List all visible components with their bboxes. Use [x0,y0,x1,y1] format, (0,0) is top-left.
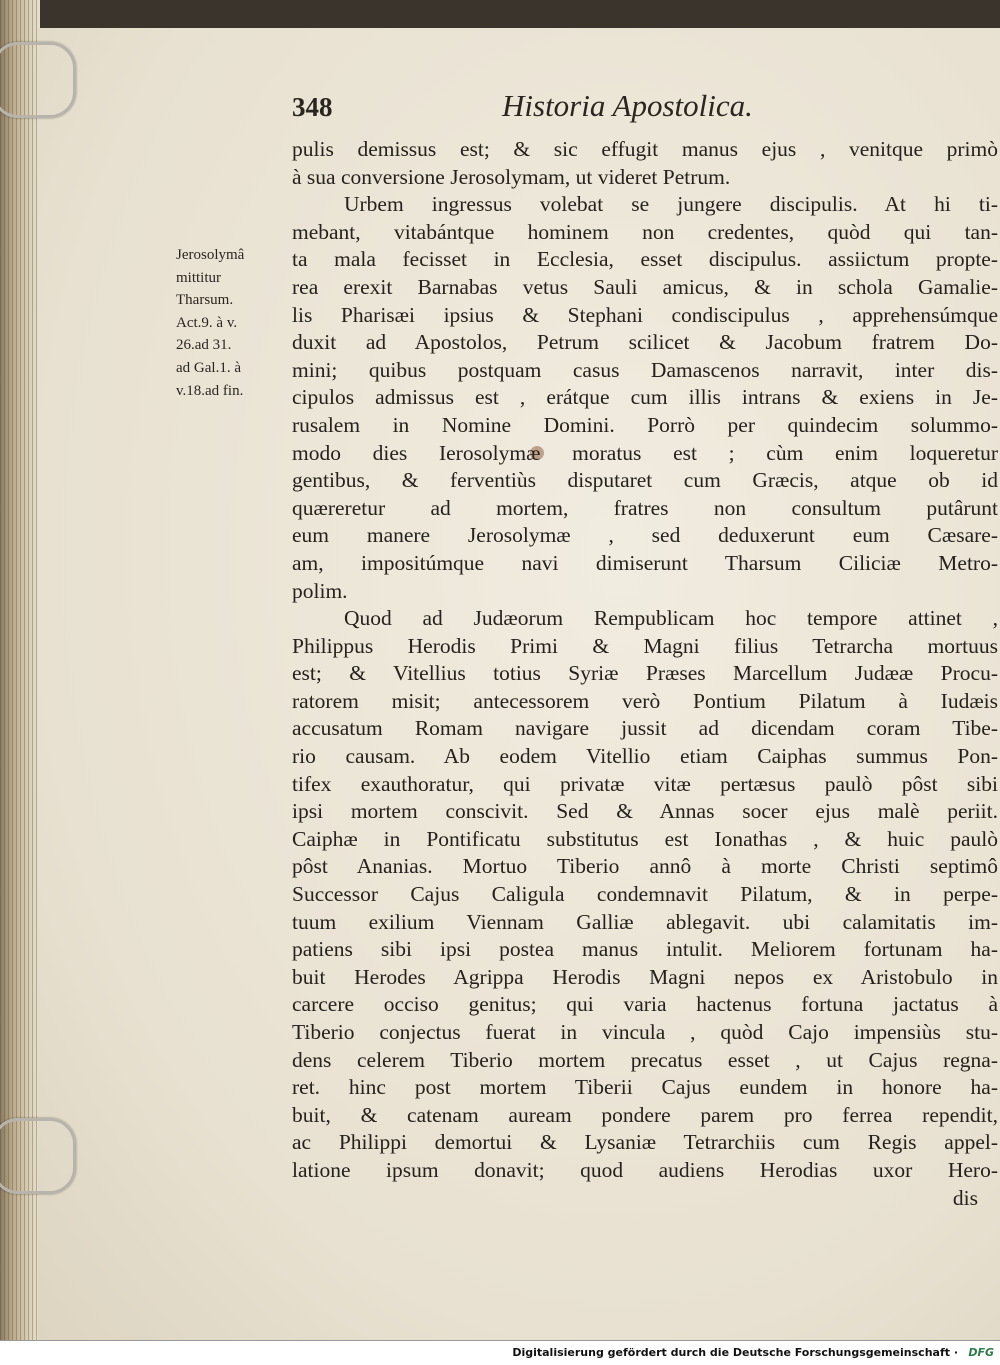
text-line: dens celerem Tiberio mortem precatus esset , ut Cajus regna- [292,1047,998,1072]
text-line: Successor Cajus Caligula condemnavit Pilatum, & in perpe- [292,882,998,907]
text-line: Urbem ingressus volebat se jungere discipulis. At hi ti- [344,192,998,217]
text-line: à sua conversione Jerosolymam, ut videret Petrum. [292,164,731,189]
text-line: lis Pharisæi ipsius & Stephani condiscipulus , apprehensúmque [292,302,998,327]
text-line: quæreretur ad mortem, fratres non consultum putârunt [292,495,998,520]
margin-note-line: 26.ad 31. [176,337,232,354]
text-line: latione ipsum donavit; quod audiens Herodias uxor Hero- [292,1157,998,1182]
text-line: duxit ad Apostolos, Petrum scilicet & Jacobum fratrem Do- [292,330,998,355]
running-title: Historia Apostolica. [502,88,753,123]
text-line: buit Herodes Agrippa Herodis Magni nepos ex Aristobulo in [292,964,998,989]
catchword: dis [952,1185,978,1210]
text-line: ta mala fecisset in Ecclesia, esset discipulus. assiictum propte- [292,247,998,272]
text-line: patiens sibi ipsi postea manus intulit. Meliorem fortunam ha- [292,937,998,962]
footer-bar [0,1340,1000,1365]
text-line: ratorem misit; antecessorem verò Pontium Pilatum à Iudæis [292,688,998,713]
margin-note-line: Tharsum. [176,292,234,309]
text-line: am, impositúmque navi dimiserunt Tharsum Ciliciæ Metro- [292,550,998,575]
text-line: eum manere Jerosolymæ , sed deduxerunt eum Cæsare- [292,523,998,548]
page-clip-top [0,42,76,118]
margin-note-line: Jerosolymâ [176,247,245,263]
text-line: ipsi mortem conscivit. Sed & Annas socer ejus malè periit. [292,799,998,824]
text-line: tuum exilium Viennam Galliæ ablegavit. ubi calamitatis im- [292,909,998,934]
text-line: pulis demissus est; & sic effugit manus ejus , venitque primò [292,137,998,161]
text-line: ac Philippi demortui & Lysaniæ Tetrarchiis cum Regis appel- [292,1130,998,1155]
margin-note [176,244,291,402]
page-clip-bottom [0,1118,76,1194]
text-line: Philippus Herodis Primi & Magni filius Tetrarcha mortuus [292,633,998,658]
text-line: Tiberio conjectus fuerat in vincula , quòd Cajo impensiùs stu- [292,1020,998,1044]
text-line: cipulos admissus est , erátque cum illis intrans & exiens in Je- [292,385,998,410]
margin-note-line: mittitur [176,269,221,286]
text-line: est; & Vitellius totius Syriæ Præses Marcellum Judææ Procu- [292,661,998,686]
page-number: 348 [292,92,333,122]
text-line: tifex exauthoratur, qui privatæ vitæ pertæsus paulò pôst sibi [292,771,998,796]
text-line: buit, & catenam auream pondere parem pro ferrea rependit, [292,1102,998,1127]
running-head [292,88,982,132]
margin-note-line: v.18.ad fin. [176,382,244,399]
text-line: Quod ad Judæorum Rempublicam hoc tempore attinet , [344,606,998,631]
text-line: rio causam. Ab eodem Vitellio etiam Caiphas summus Pon- [292,744,998,769]
text-line: pôst Ananias. Mortuo Tiberio annô à morte Christi septimô [292,854,998,879]
text-line: mini; quibus postquam casus Damascenos narravit, inter dis- [292,357,998,382]
body-text [292,136,998,1212]
dfg-logo: DFG [968,1346,994,1359]
margin-note-line: Act.9. à v. [176,314,238,331]
text-line: polim. [292,578,348,603]
text-line: gentibus, & ferventiùs disputaret cum Græcis, atque ob id [292,468,998,493]
text-line: ret. hinc post mortem Tiberii Cajus eundem in honore ha- [292,1075,998,1100]
text-line: mebant, vitabántque hominem non credentes, quòd qui tan- [292,219,998,244]
text-line: modo dies Ierosolymæ moratus est ; cùm enim loqueretur [292,440,998,465]
text-line: rusalem in Nomine Domini. Porrò per quindecim solummo- [292,412,998,437]
margin-note-line: ad Gal.1. à [176,359,241,376]
text-line: rea erexit Barnabas vetus Sauli amicus, & in schola Gamalie- [292,274,998,299]
text-line: carcere occiso genitus; qui varia hactenus fortuna jactatus à [292,992,998,1017]
text-line: accusatum Romam navigare jussit ad dicendam coram Tibe- [292,716,998,741]
footer-text: Digitalisierung gefördert durch die Deutsche Forschungsgemeinschaft · [512,1346,958,1359]
text-line: Caiphæ in Pontificatu substitutus est Ionathas , & huic paulò [292,826,998,851]
